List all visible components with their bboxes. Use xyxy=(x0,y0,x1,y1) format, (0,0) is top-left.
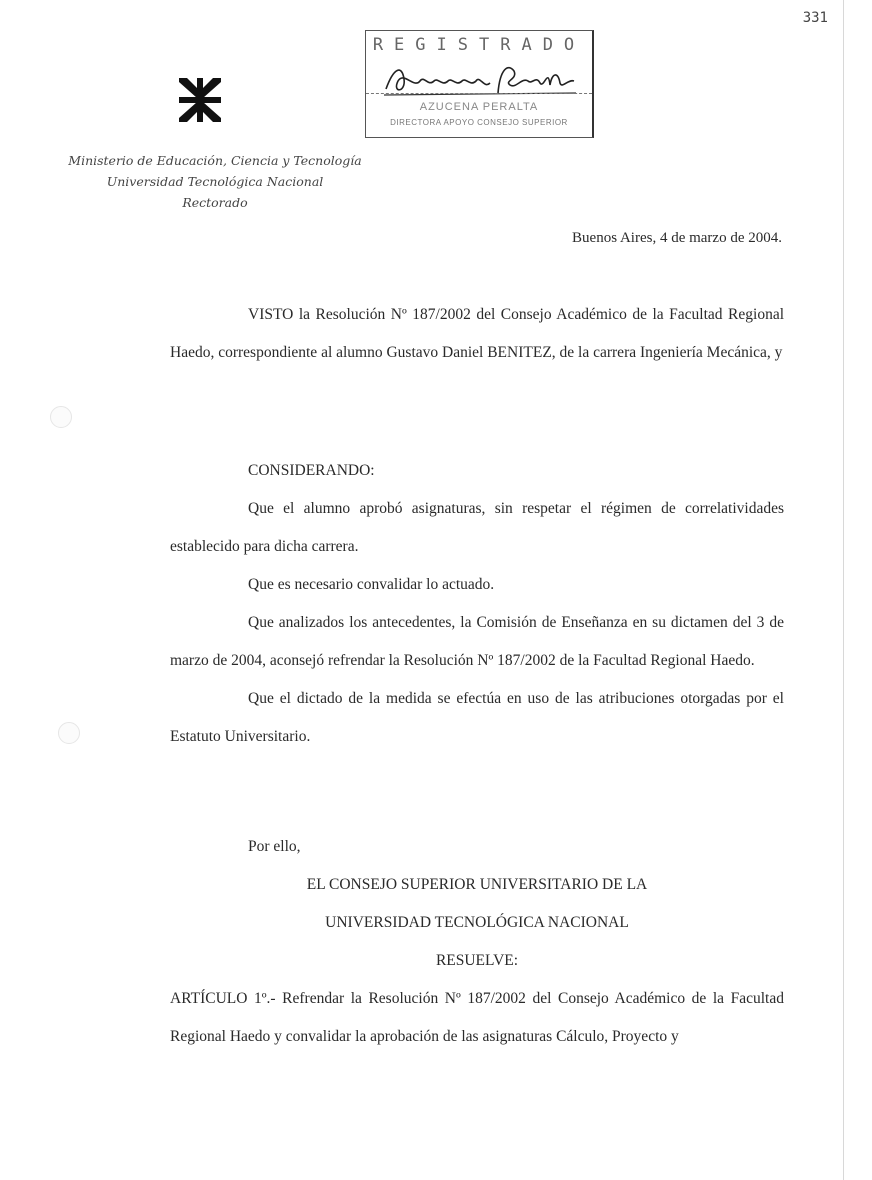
considerando-item: Que es necesario convalidar lo actuado. xyxy=(248,576,495,593)
resuelve-heading: RESUELVE: xyxy=(435,952,519,969)
considerando-heading: CONSIDERANDO: xyxy=(248,462,375,479)
registration-stamp xyxy=(365,30,594,138)
articulo-1: ARTÍCULO 1º.- Refrendar la Resolución Nº 187/2002 del Consejo Académico de la Facultad Regional Haedo y convalidar la aprobación de las asignaturas Cálculo, Proyecto y xyxy=(170,990,784,1045)
rectorado-line: Rectorado xyxy=(182,195,248,210)
punch-hole xyxy=(50,406,72,428)
visto-block xyxy=(170,296,784,372)
stamp-title: REGISTRADO xyxy=(372,35,586,55)
articulo-block xyxy=(170,980,784,1056)
ministry-line: Ministerio de Educación, Ciencia y Tecnología xyxy=(68,153,362,168)
stamp-divider xyxy=(366,93,592,94)
por-ello: Por ello, xyxy=(248,838,301,855)
utn-logo-icon xyxy=(179,78,221,122)
considerando-item: Que el dictado de la medida se efectúa en uso de las atribuciones otorgadas por el Estatuto Universitario. xyxy=(170,690,784,745)
punch-hole xyxy=(58,722,80,744)
page-number: 331 xyxy=(802,10,828,26)
considerando-item: Que el alumno aprobó asignaturas, sin respetar el régimen de correlatividades establecido para dicha carrera. xyxy=(170,500,784,555)
council-line-2: UNIVERSIDAD TECNOLÓGICA NACIONAL xyxy=(325,914,629,931)
stamp-role: DIRECTORA APOYO CONSEJO SUPERIOR xyxy=(390,118,568,127)
stamp-name: AZUCENA PERALTA xyxy=(419,101,539,113)
considerando-item: Que analizados los antecedentes, la Comisión de Enseñanza en su dictamen del 3 de marzo de 2004, aconsejó refrendar la Resolución Nº 187/2002 de la Facultad Regional Haedo. xyxy=(170,614,784,669)
page-edge xyxy=(843,0,844,1180)
letterhead xyxy=(55,150,375,213)
council-line-1: EL CONSEJO SUPERIOR UNIVERSITARIO DE LA xyxy=(306,876,648,893)
visto-paragraph: VISTO la Resolución Nº 187/2002 del Consejo Académico de la Facultad Regional Haedo, correspondiente al alumno Gustavo Daniel BENITEZ, de la carrera Ingeniería Mecánica, y xyxy=(170,306,784,361)
document-date: Buenos Aires, 4 de marzo de 2004. xyxy=(572,230,782,246)
university-line: Universidad Tecnológica Nacional xyxy=(106,174,324,189)
considerando-block xyxy=(170,452,784,756)
por-ello-block xyxy=(170,828,784,866)
